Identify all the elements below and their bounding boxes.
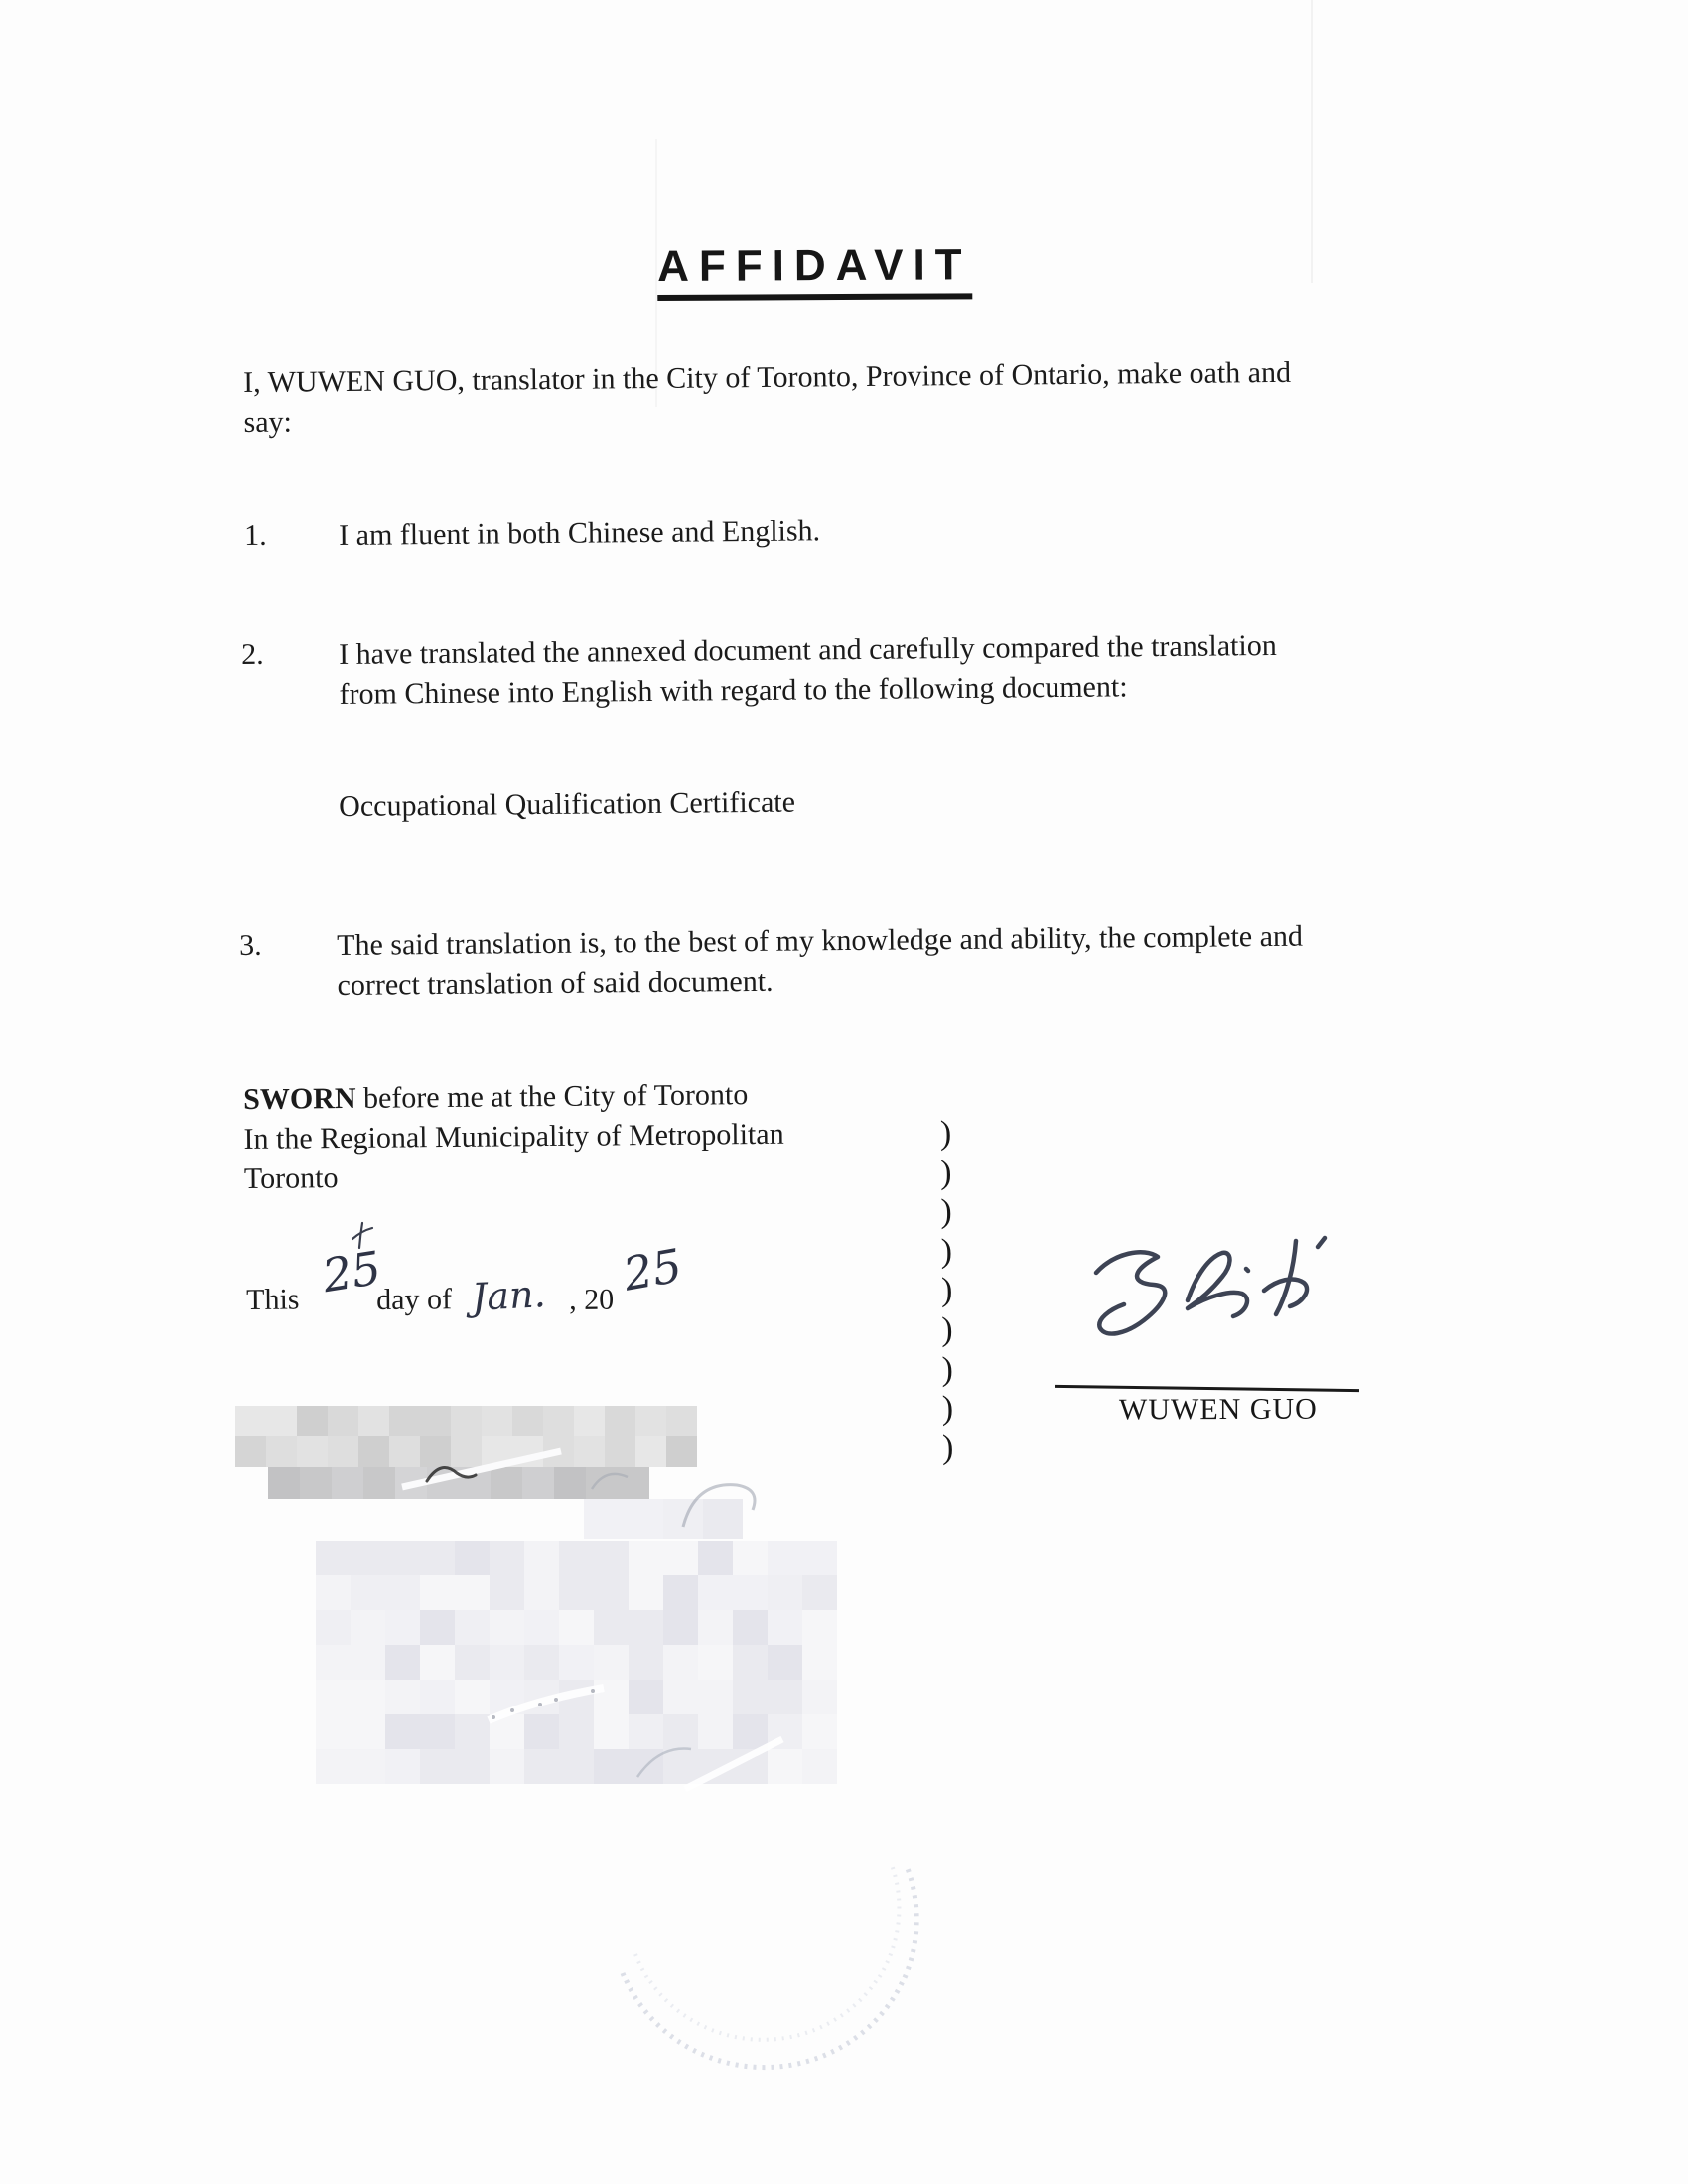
mosaic-cell [385,1610,420,1645]
mosaic-cell [385,1541,420,1575]
mosaic-cell [490,1714,524,1749]
mosaic-cell [328,1436,358,1467]
mosaic-cell [459,1467,491,1499]
paren-mark: ) [940,1154,952,1191]
item-1-number: 1. [244,518,267,552]
paren-mark: ) [940,1193,952,1231]
item-2-line-1: I have translated the annexed document and carefully compared the translation [339,628,1277,671]
mosaic-cell [698,1645,733,1680]
mosaic-cell [594,1645,629,1680]
notary-seal-inner-arc [635,1862,899,2040]
mosaic-cell [351,1645,385,1680]
mosaic-cell [663,1714,698,1749]
mosaic-cell [629,1541,663,1575]
mosaic-cell [802,1714,837,1749]
mosaic-cell [512,1436,543,1467]
mosaic-cell [733,1680,768,1714]
item-3-number: 3. [239,928,262,962]
mosaic-cell [490,1575,524,1610]
intro-line-2: say: [243,405,293,439]
mosaic-cell [698,1610,733,1645]
paren-mark: ) [941,1429,954,1466]
mosaic-cell [663,1645,698,1680]
mosaic-cell [455,1610,490,1645]
mosaic-cell [385,1680,420,1714]
mosaic-cell [266,1436,297,1467]
mosaic-cell [698,1575,733,1610]
signature-scribble [1072,1227,1338,1368]
paren-mark: ) [941,1390,954,1428]
paren-mark: ) [940,1232,953,1270]
mosaic-cell [490,1610,524,1645]
mosaic-cell [512,1406,543,1436]
mosaic-cell [455,1575,490,1610]
mosaic-cell [358,1406,389,1436]
mosaic-cell [332,1467,363,1499]
mosaic-cell [733,1714,768,1749]
mosaic-cell [524,1575,559,1610]
mosaic-cell [451,1406,482,1436]
mosaic-cell [524,1714,559,1749]
redacted-block-1 [235,1406,697,1467]
mosaic-cell [559,1610,594,1645]
mosaic-cell [543,1436,574,1467]
mosaic-cell [559,1575,594,1610]
mosaic-cell [594,1575,629,1610]
mosaic-cell [768,1714,802,1749]
mosaic-cell [768,1749,802,1784]
mosaic-cell [559,1714,594,1749]
mosaic-cell [666,1436,697,1467]
mosaic-cell [663,1680,698,1714]
mosaic-cell [733,1541,768,1575]
mosaic-cell [297,1406,328,1436]
mosaic-cell [524,1645,559,1680]
scan-crease-line [1311,0,1313,283]
mosaic-cell [420,1714,455,1749]
mosaic-cell [802,1680,837,1714]
redacted-block-1b [268,1467,649,1499]
mosaic-cell [703,1499,743,1539]
mosaic-cell [455,1680,490,1714]
mosaic-cell [618,1467,649,1499]
mosaic-cell [698,1749,733,1784]
mosaic-cell [300,1467,332,1499]
mosaic-cell [768,1645,802,1680]
mosaic-cell [635,1406,666,1436]
referenced-document-name: Occupational Qualification Certificate [339,785,796,823]
mosaic-cell [663,1541,698,1575]
mosaic-cell [663,1575,698,1610]
mosaic-cell [802,1645,837,1680]
handwritten-ordinal-mark [350,1221,375,1251]
mosaic-cell [455,1645,490,1680]
mosaic-cell [594,1749,629,1784]
mosaic-cell [605,1406,635,1436]
mosaic-cell [802,1749,837,1784]
mosaic-cell [482,1406,512,1436]
redacted-block-2 [584,1499,743,1539]
mosaic-cell [385,1749,420,1784]
mosaic-cell [554,1467,586,1499]
mosaic-cell [316,1575,351,1610]
mosaic-cell [389,1436,420,1467]
intro-paragraph [243,353,1292,443]
mosaic-cell [663,1499,703,1539]
mosaic-cell [698,1680,733,1714]
mosaic-cell [768,1575,802,1610]
mosaic-cell [524,1541,559,1575]
mosaic-cell [420,1575,455,1610]
mosaic-cell [559,1541,594,1575]
mosaic-cell [395,1467,427,1499]
mosaic-cell [455,1749,490,1784]
mosaic-cell [351,1680,385,1714]
date-middle: day of [376,1283,453,1316]
sworn-clause [243,1075,784,1199]
mosaic-cell [635,1436,666,1467]
sworn-line-3: Toronto [243,1161,339,1195]
paren-mark: ) [939,1114,952,1153]
mosaic-cell [490,1680,524,1714]
item-2-number: 2. [241,637,264,671]
mosaic-cell [420,1645,455,1680]
mosaic-cell [316,1680,351,1714]
paren-mark: ) [941,1350,954,1388]
mosaic-cell [629,1714,663,1749]
mosaic-cell [802,1610,837,1645]
intro-line-1: I, WUWEN GUO, translator in the City of Toronto, Province of Ontario, make oath and [243,355,1292,399]
paren-mark: ) [941,1310,953,1349]
document-title: AFFIDAVIT [657,240,972,301]
mosaic-cell [235,1406,266,1436]
mosaic-cell [451,1436,482,1467]
mosaic-cell [316,1749,351,1784]
mosaic-cell [420,1610,455,1645]
paren-mark: ) [940,1272,953,1309]
mosaic-cell [385,1575,420,1610]
mosaic-cell [351,1610,385,1645]
mosaic-cell [802,1575,837,1610]
mosaic-cell [316,1610,351,1645]
item-2-text [339,626,1277,715]
mosaic-cell [594,1714,629,1749]
mosaic-cell [629,1749,663,1784]
sworn-line-1-rest: before me at the City of Toronto [355,1078,749,1115]
sworn-line-1 [243,1075,783,1120]
mosaic-cell [524,1680,559,1714]
date-prefix: This [246,1283,300,1316]
mosaic-cell [733,1575,768,1610]
notary-seal-arc [623,1866,916,2068]
item-1-text: I am fluent in both Chinese and English. [339,514,821,552]
mosaic-cell [768,1541,802,1575]
handwritten-day: 25 [319,1240,385,1303]
mosaic-cell [559,1645,594,1680]
mosaic-cell [524,1610,559,1645]
mosaic-cell [490,1645,524,1680]
mosaic-cell [624,1499,663,1539]
mosaic-cell [455,1541,490,1575]
mosaic-cell [574,1406,605,1436]
mosaic-cell [733,1749,768,1784]
mosaic-cell [491,1467,522,1499]
item-3-text [337,917,1304,1006]
mosaic-cell [559,1749,594,1784]
mosaic-cell [605,1436,635,1467]
redacted-block-3 [316,1541,837,1784]
mosaic-cell [733,1610,768,1645]
mosaic-cell [385,1714,420,1749]
mosaic-cell [316,1645,351,1680]
mosaic-cell [594,1680,629,1714]
mosaic-cell [490,1541,524,1575]
mosaic-cell [490,1749,524,1784]
mosaic-cell [268,1467,300,1499]
mosaic-cell [543,1406,574,1436]
mosaic-cell [524,1749,559,1784]
sworn-line-2: In the Regional Municipality of Metropolitan [243,1117,784,1156]
item-3-line-2: correct translation of said document. [337,964,774,1002]
mosaic-cell [666,1406,697,1436]
date-year-printed: , 20 [569,1283,615,1316]
mosaic-cell [629,1610,663,1645]
mosaic-cell [522,1467,554,1499]
mosaic-cell [351,1541,385,1575]
handwritten-month: Jan. [470,1272,547,1319]
signatory-name: WUWEN GUO [1118,1392,1318,1427]
mosaic-cell [351,1714,385,1749]
mosaic-cell [385,1645,420,1680]
item-3-line-1: The said translation is, to the best of my knowledge and ability, the complete and [337,919,1304,962]
mosaic-cell [629,1645,663,1680]
mosaic-cell [420,1680,455,1714]
mosaic-cell [316,1541,351,1575]
mosaic-cell [802,1541,837,1575]
mosaic-cell [420,1406,451,1436]
mosaic-cell [358,1436,389,1467]
mosaic-cell [698,1714,733,1749]
mosaic-cell [586,1467,618,1499]
mosaic-cell [363,1467,395,1499]
mosaic-cell [594,1610,629,1645]
mosaic-cell [389,1406,420,1436]
mosaic-cell [594,1541,629,1575]
mosaic-cell [663,1749,698,1784]
mosaic-cell [629,1680,663,1714]
jurat-paren-column [940,1114,954,1467]
sworn-keyword: SWORN [243,1081,356,1116]
mosaic-cell [351,1749,385,1784]
mosaic-cell [768,1610,802,1645]
mosaic-cell [420,1541,455,1575]
mosaic-cell [266,1406,297,1436]
mosaic-cell [768,1680,802,1714]
mosaic-cell [629,1575,663,1610]
mosaic-cell [235,1436,266,1467]
handwritten-year: 25 [619,1238,686,1301]
item-2-line-2: from Chinese into English with regard to the following document: [339,670,1128,711]
mosaic-cell [427,1467,459,1499]
mosaic-cell [420,1436,451,1467]
mosaic-cell [297,1436,328,1467]
mosaic-cell [559,1680,594,1714]
mosaic-cell [698,1541,733,1575]
mosaic-cell [316,1714,351,1749]
mosaic-cell [420,1749,455,1784]
mosaic-cell [455,1714,490,1749]
mosaic-cell [574,1436,605,1467]
mosaic-cell [482,1436,512,1467]
mosaic-cell [351,1575,385,1610]
mosaic-cell [663,1610,698,1645]
mosaic-cell [584,1499,624,1539]
mosaic-cell [733,1645,768,1680]
mosaic-cell [328,1406,358,1436]
